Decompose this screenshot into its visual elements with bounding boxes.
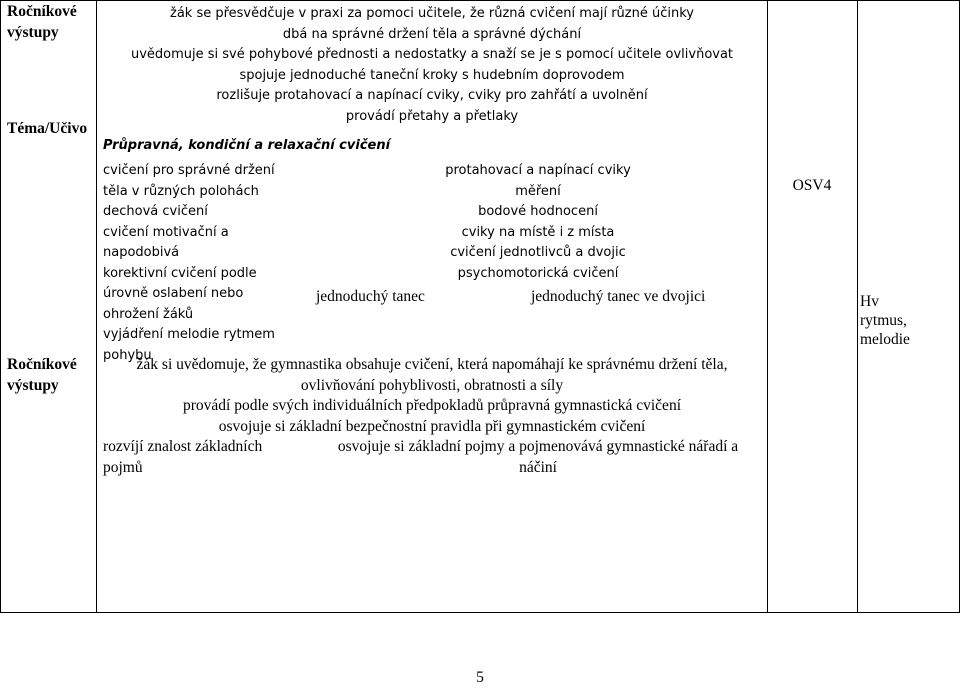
topic-title: Průpravná, kondiční a relaxační cvičení (103, 138, 391, 153)
outputs-top-list (97, 4, 767, 127)
label-outputs-top: Ročníkové výstupy (7, 3, 77, 41)
list-item: úrovně oslabení nebo (103, 286, 244, 301)
topic-right-list (413, 161, 663, 284)
list-item: vyjádření melodie rytmem (103, 327, 275, 342)
output-item: uvědomuje si své pohybové přednosti a nedostatky a snaží se je s pomocí učitele ovlivňovat (130, 47, 734, 62)
output-item: spojuje jednoduché taneční kroky s hudebním doprovodem (239, 67, 625, 83)
relations-label: Hv rytmus, melodie (860, 293, 910, 348)
cross-topic-label: OSV4 (792, 177, 832, 194)
output-item: žák se přesvědčuje v praxi za pomoci učitele, že různá cvičení mají různé účinky (170, 6, 694, 21)
topic-left-list (103, 161, 275, 366)
output-item: rozlišuje protahovací a napínací cviky, cviky pro zahřátí a uvolnění (216, 88, 648, 103)
dance-single: jednoduchý tanec (316, 288, 425, 305)
page-number: 5 (476, 669, 484, 686)
output-item: provádí přetahy a přetlaky (345, 108, 519, 124)
list-item: dechová cvičení (103, 204, 208, 219)
table-border-top (0, 0, 960, 1)
bottom-row-left: rozvíjí znalost základních pojmů (103, 438, 263, 476)
column-divider-3 (857, 0, 858, 613)
table-border-bottom (0, 612, 960, 613)
outputs-bottom-list (97, 355, 767, 437)
output-item: osvojuje si základní bezpečnostní pravidla při gymnastickém cvičení (218, 417, 646, 435)
list-item: korektivní cvičení podle (103, 265, 257, 281)
list-item: cvičení motivační a (103, 224, 229, 240)
output-item: žák si uvědomuje, že gymnastika obsahuje cvičení, která napomáhají ke správnému držení těla, (136, 356, 728, 373)
list-item: ohrožení žáků (103, 306, 194, 322)
list-item: cvičení jednotlivců a dvojic (450, 245, 626, 260)
list-item: cviky na místě i z místa (461, 224, 615, 240)
dance-pair: jednoduchý tanec ve dvojici (531, 288, 706, 305)
list-item: psychomotorická cvičení (457, 265, 619, 281)
list-item: napodobivá (103, 245, 180, 260)
list-item: bodové hodnocení (478, 204, 598, 219)
output-item: dbá na správné držení těla a správné dýchání (282, 26, 582, 42)
output-item: provádí podle svých individuálních předpokladů průpravná gymnastická cvičení (182, 397, 681, 414)
list-item: protahovací a napínací cviky (445, 163, 631, 178)
list-item: těla v různých polohách (103, 183, 259, 199)
column-divider-2 (767, 0, 768, 613)
list-item: měření (515, 183, 561, 199)
bottom-row-right: osvojuje si základní pojmy a pojmenovává gymnastické nářadí a náčiní (337, 438, 739, 476)
label-topic: Téma/Učivo (7, 120, 88, 137)
list-item: pohybu (103, 347, 152, 363)
list-item: cvičení pro správné držení (103, 163, 275, 178)
label-outputs-bottom: Ročníkové výstupy (7, 356, 77, 394)
table-border-left (0, 0, 1, 613)
output-item: ovlivňování pohyblivosti, obratnosti a síly (300, 376, 564, 394)
